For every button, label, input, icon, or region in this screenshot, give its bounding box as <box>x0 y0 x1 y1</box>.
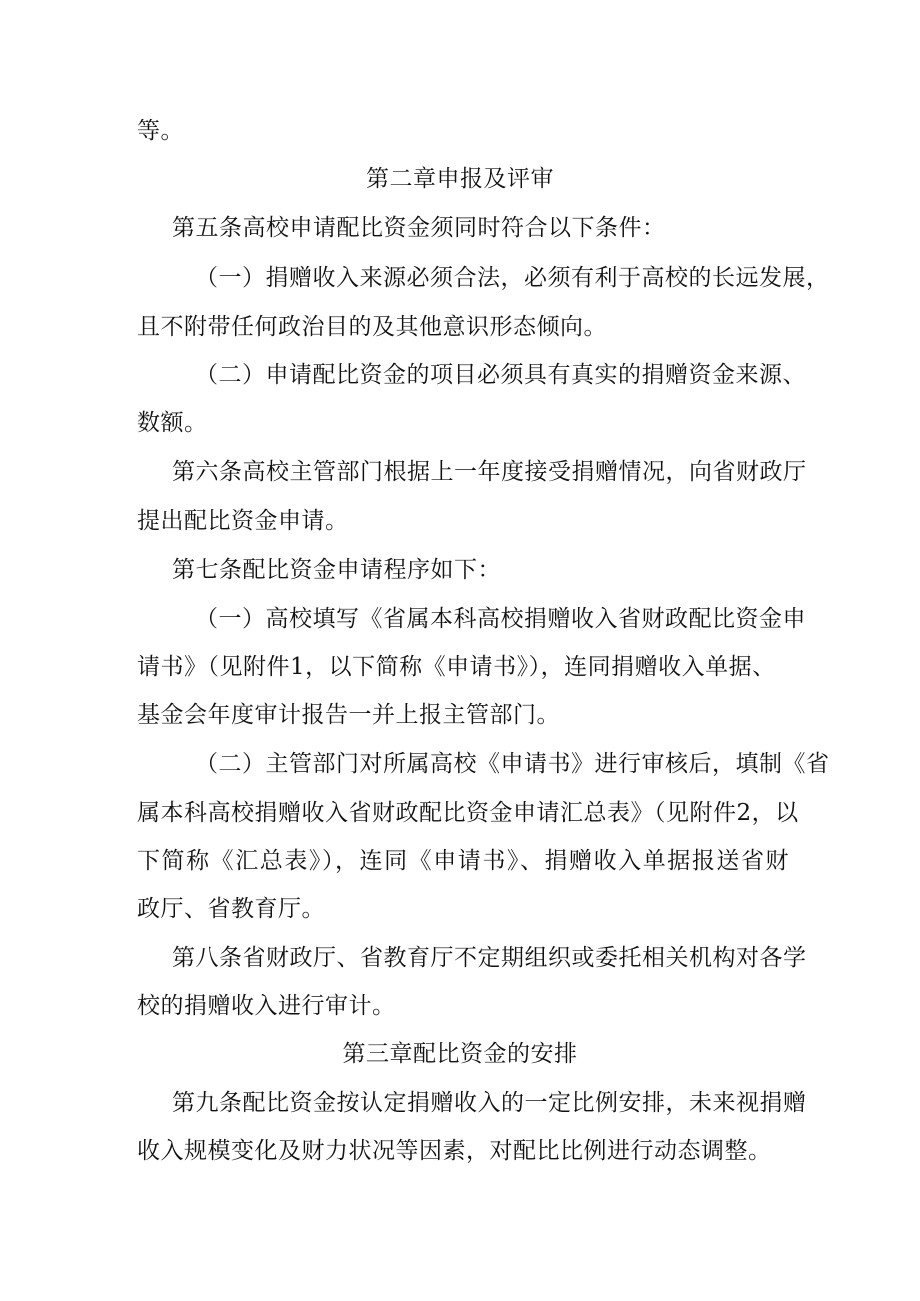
article-5: 第五条高校申请配比资金须同时符合以下条件： <box>172 215 666 241</box>
article-9-line-1: 第九条配比资金按认定捐赠收入的一定比例安排，未来视捐赠 <box>172 1090 807 1116</box>
article-5-item-1-line-1: （一）捐赠收入来源必须合法，必须有利于高校的长远发展， <box>195 265 830 291</box>
article-7-item-1-line-1: （一）高校填写《省属本科高校捐赠收入省财政配比资金申 <box>195 606 806 632</box>
article-6-line-1: 第六条高校主管部门根据上一年度接受捐赠情况，向省财政厅 <box>172 459 807 485</box>
article-8-line-2: 校的捐赠收入进行审计。 <box>137 993 396 1019</box>
paragraph-tail: 等。 <box>137 118 184 144</box>
article-7-item-2-line-1: （二）主管部门对所属高校《申请书》进行审核后，填制《省 <box>195 751 830 777</box>
article-9-line-2: 收入规模变化及财力状况等因素，对配比比例进行动态调整。 <box>137 1138 772 1164</box>
article-7-item-2-line-4: 政厅、省教育厅。 <box>137 896 325 922</box>
article-7-item-2-line-2: 属本科高校捐赠收入省财政配比资金申请汇总表》（见附件2，以 <box>137 800 799 826</box>
article-7: 第七条配比资金申请程序如下： <box>172 557 501 583</box>
article-5-item-1-line-2: 且不附带任何政治目的及其他意识形态倾向。 <box>137 314 607 340</box>
article-7-item-2-line-3: 下简称《汇总表》），连同《申请书》、捐赠收入单据报送省财 <box>137 848 789 874</box>
article-8-line-1: 第八条省财政厅、省教育厅不定期组织或委托相关机构对各学 <box>172 945 807 971</box>
article-7-item-1-line-3: 基金会年度审计报告一并上报主管部门。 <box>137 702 560 728</box>
article-5-item-2-line-2: 数额。 <box>137 410 208 436</box>
chapter-heading-2: 第二章申报及评审 <box>366 166 554 192</box>
article-7-item-1-line-2: 请书》（见附件1，以下简称《申请书》），连同捐赠收入单据、 <box>137 654 776 680</box>
article-5-item-2-line-1: （二）申请配比资金的项目必须具有真实的捐赠资金来源、 <box>195 362 806 388</box>
article-6-line-2: 提出配比资金申请。 <box>137 508 349 534</box>
chapter-heading-3: 第三章配比资金的安排 <box>342 1041 578 1067</box>
